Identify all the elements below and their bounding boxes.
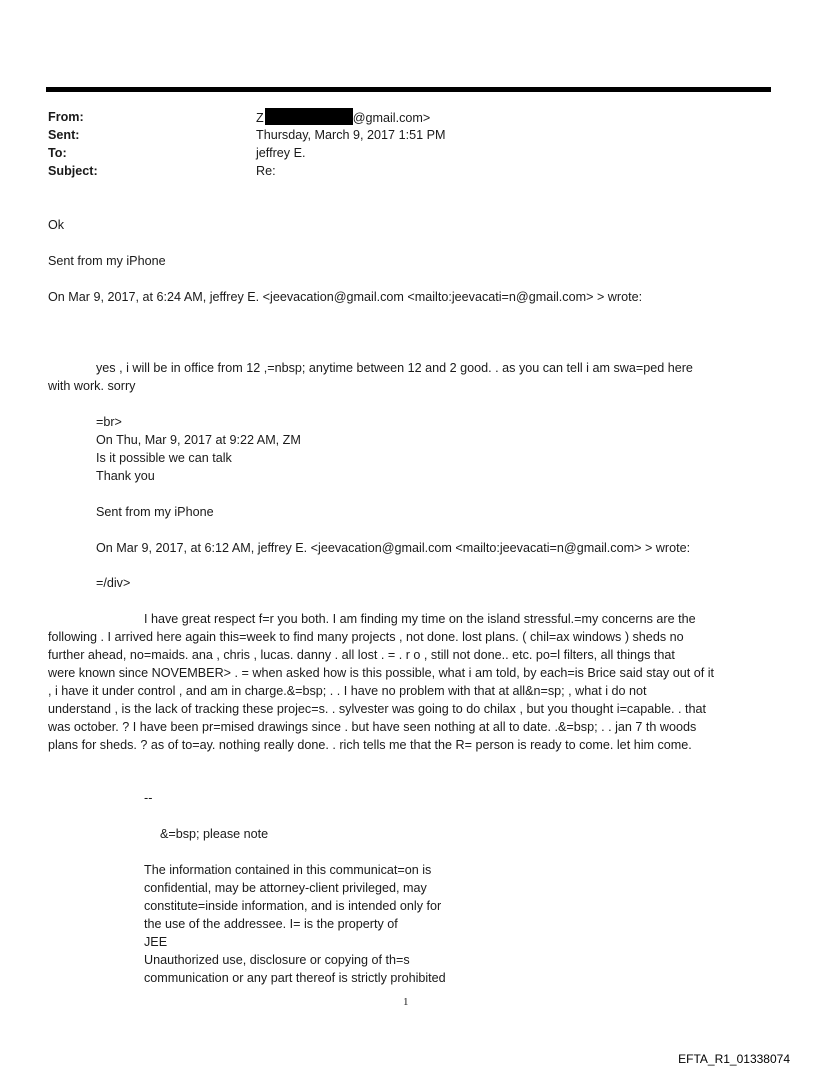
message-line: understand , is the lack of tracking these projec=s. . sylvester was going to do chilax , but you thought i=capable. . that <box>48 702 707 716</box>
disclaimer-line: the use of the addressee. I= is the property of <box>144 917 398 931</box>
message-line: was october. ? I have been pr=mised drawings since . but have seen nothing at all to date. .&=bsp; . . jan 7 th woods <box>48 720 697 734</box>
quoted-sent-from: Sent from my iPhone <box>96 505 214 519</box>
to-value: jeffrey E. <box>256 146 306 160</box>
signature-note: &=bsp; please note <box>160 827 269 841</box>
reply-line-2: with work. sorry <box>48 379 136 393</box>
message-line: I have great respect f=r you both. I am finding my time on the island stressful.=my concerns are the <box>144 612 696 626</box>
reply-ok: Ok <box>48 218 65 232</box>
disclaimer-line: JEE <box>144 935 168 949</box>
disclaimer-line: constitute=inside information, and is intended only for <box>144 899 442 913</box>
disclaimer-line: confidential, may be attorney-client privileged, may <box>144 881 427 895</box>
message-line: plans for sheds. ? as of to=ay. nothing really done. . rich tells me that the R= person is ready to come. let him come. <box>48 738 692 752</box>
message-line: following . I arrived here again this=week to find many projects , not done. lost plans. ( chil=ax windows ) sheds no <box>48 630 684 644</box>
quoted-wrote-line: On Mar 9, 2017, at 6:12 AM, jeffrey E. <jeevacation@gmail.com <mailto:jeevacati=n@gmail.com> > wrote: <box>96 541 691 555</box>
message-line: , i have it under control , and am in charge.&=bsp; . . I have no problem with that at all&n=sp; , what i do not <box>48 684 647 698</box>
quoted-thanks: Thank you <box>96 469 155 483</box>
page-number: 1 <box>403 996 409 1008</box>
sent-value: Thursday, March 9, 2017 1:51 PM <box>256 128 446 142</box>
document-id-footer: EFTA_R1_01338074 <box>678 1052 790 1066</box>
from-value <box>256 108 430 127</box>
message-line: were known since NOVEMBER> . = when asked how is this possible, what i am told, by each=is Brice said stay out of it <box>48 666 715 680</box>
from-label: From: <box>48 110 84 124</box>
message-line: further ahead, no=maids. ana , chris , lucas. danny . all lost . = . r o , still not done.. etc. po=l filters, all things that <box>48 648 675 662</box>
subject-value: Re: <box>256 164 276 178</box>
sent-label: Sent: <box>48 128 80 142</box>
to-label: To: <box>48 146 67 160</box>
disclaimer-line: communication or any part thereof is strictly prohibited <box>144 971 446 985</box>
div-close-marker: =/div> <box>96 576 131 590</box>
reply-line-1: yes , i will be in office from 12 ,=nbsp; anytime between 12 and 2 good. . as you can tell i am swa=ped here <box>96 361 693 375</box>
header-rule <box>46 87 771 92</box>
br-marker: =br> <box>96 415 122 429</box>
quoted-on-line: On Thu, Mar 9, 2017 at 9:22 AM, ZM <box>96 433 301 447</box>
disclaimer-line: The information contained in this communicat=on is <box>144 863 432 877</box>
from-initial: Z <box>256 111 264 125</box>
from-email-domain: @gmail.com> <box>352 111 431 125</box>
wrote-line: On Mar 9, 2017, at 6:24 AM, jeffrey E. <jeevacation@gmail.com <mailto:jeevacati=n@gmail.com> > wrote: <box>48 290 643 304</box>
quoted-question: Is it possible we can talk <box>96 451 232 465</box>
subject-label: Subject: <box>48 164 98 178</box>
disclaimer-line: Unauthorized use, disclosure or copying of th=s <box>144 953 410 967</box>
signature-dash: -- <box>144 791 153 805</box>
sent-from-iphone: Sent from my iPhone <box>48 254 166 268</box>
redaction-box <box>265 108 353 125</box>
